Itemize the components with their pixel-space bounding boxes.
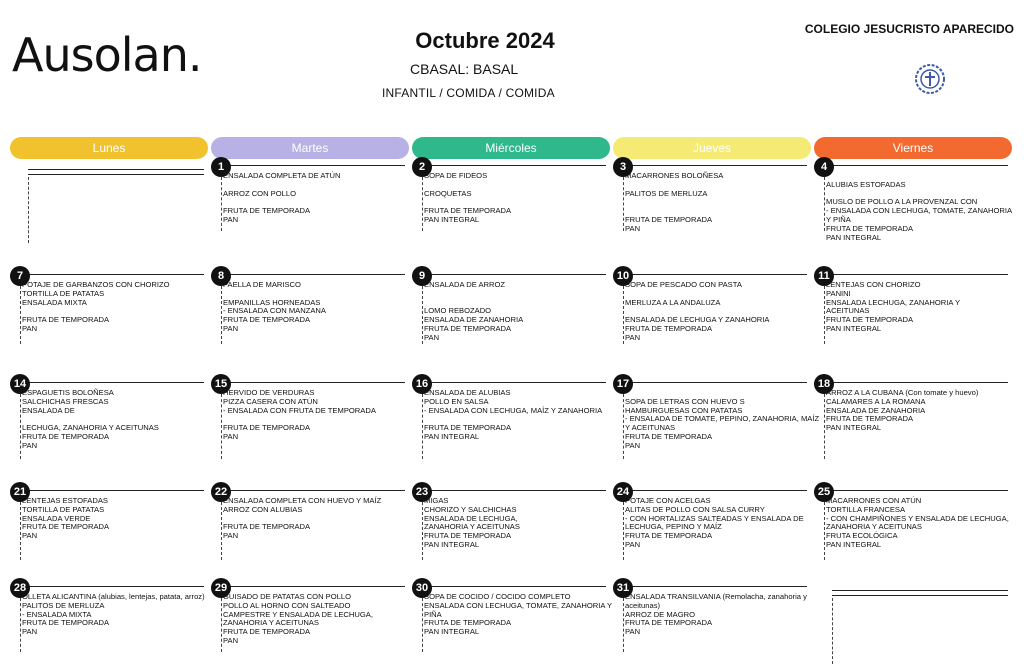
dish-item: POLLO AL HORNO CON SALTEADO [223,600,351,610]
dish-item: PALITOS DE MERLUZA [625,188,708,198]
day-number-badge: 17 [613,374,633,394]
menu-day-cell [613,578,807,652]
dish-list [625,497,807,550]
cell-divider [424,165,606,166]
dish-item: PAN INTEGRAL [424,431,480,441]
menu-day-cell [211,374,405,459]
dish-item: ALITAS DE POLLO CON SALSA CURRY [625,504,765,514]
dish-item: CALAMARES A LA ROMANA [826,396,926,406]
day-number-badge: 18 [814,374,834,394]
dish-list [625,172,807,234]
cell-divider [826,274,1008,275]
dish-item: PAN INTEGRAL [424,539,480,549]
dish-item: PAN INTEGRAL [424,214,480,224]
dish-item: MACARRONES BOLOÑESA [625,171,724,180]
cell-dashed-rule [623,598,624,652]
dish-item: MIGAS [424,496,449,505]
day-number-badge: 15 [211,374,231,394]
cell-divider [424,490,606,491]
cell-divider [424,274,606,275]
dish-list [625,281,807,343]
dish-item [625,198,807,207]
dish-item: ALUBIAS ESTOFADAS [826,179,906,189]
dish-item: SOPA DE LETRAS CON HUEVO S [625,396,745,406]
day-header-4: Viernes [814,137,1012,159]
day-number-badge: 29 [211,578,231,598]
dish-list [424,172,606,225]
dish-item: FRUTA DE TEMPORADA [625,531,713,541]
dish-item: ENSALADA DE ALUBIAS [424,388,511,397]
dish-item: PIZZA CASERA CON ATÚN [223,396,318,406]
dish-list [826,281,1008,334]
cell-dashed-rule [422,502,423,560]
dish-list [424,389,606,442]
dish-item: FRUTA DE TEMPORADA [223,627,311,637]
day-header-3: Jueves [613,137,811,159]
day-number-badge: 30 [412,578,432,598]
dish-list [424,281,606,343]
cell-dashed-rule [20,286,21,344]
cell-dashed-rule [824,502,825,560]
cell-divider [223,274,405,275]
day-number-badge: 21 [10,482,30,502]
cell-dashed-rule [221,502,222,560]
dish-item: CHORIZO Y SALCHICHAS [424,504,517,514]
dish-item: - ENSALADA DE TOMATE, PEPINO, ZANAHORIA, MAÍZ [625,414,820,424]
empty-cell [814,590,1008,664]
dish-item: HAMBURGUESAS CON PATATAS [625,405,743,415]
dish-item: FRUTA DE TEMPORADA [826,223,914,233]
dish-item: - CON HORTALIZAS SALTEADAS Y ENSALADA DE [625,513,804,523]
cell-divider [223,586,405,587]
cell-dashed-rule [221,598,222,652]
dish-item: - CON CHAMPIÑONES Y ENSALADA DE LECHUGA, [826,513,1009,523]
cell-divider [22,490,204,491]
cell-dashed-rule [422,286,423,344]
day-number-badge: 11 [814,266,834,286]
dish-item: ENSALADA DE ZANAHORIA [826,405,926,415]
menu-day-cell [211,157,405,231]
dish-item: FRUTA DE TEMPORADA [826,414,914,424]
cell-dashed-rule [221,286,222,344]
dish-item: LOMO REBOZADO [424,306,492,316]
dish-item: aceitunas) [625,600,661,610]
dish-list [22,389,204,451]
dish-item: FRUTA DE TEMPORADA [625,214,713,224]
dish-item: LENTEJAS ESTOFADAS [22,496,108,505]
day-number-badge: 31 [613,578,633,598]
dish-item: ENSALADA COMPLETA DE ATÚN [223,171,341,180]
dish-item: MERLUZA A LA ANDALUZA [625,297,721,307]
dish-item: PAN INTEGRAL [424,627,480,637]
dish-item: FRUTA ECOLÓGICA [826,531,898,541]
cell-dashed-rule [623,394,624,459]
dish-item: PAN [625,223,641,233]
cell-dashed-rule [20,502,21,560]
dish-list [223,497,405,541]
dish-item: PAN [625,440,641,450]
cell-divider [424,586,606,587]
dish-item: - ENSALADA MIXTA [22,609,92,619]
dish-item: - ENSALADA CON FRUTA DE TEMPORADA [223,405,376,415]
dish-item: TORTILLA DE PATATAS [22,504,105,514]
cell-dashed-rule [221,394,222,459]
dish-item: PAN [22,440,38,450]
dish-list [22,497,204,541]
cell-divider [625,382,807,383]
day-number-badge: 4 [814,157,834,177]
menu-day-cell [613,374,820,459]
school-name: COLEGIO JESUCRISTO APARECIDO [804,22,1014,36]
cell-divider [625,274,807,275]
dish-item: - ENSALADA CON LECHUGA, TOMATE, ZANAHORIA [826,206,1013,216]
cell-divider [826,382,1008,383]
cell-divider [22,382,204,383]
dish-item: MUSLO DE POLLO A LA PROVENZAL CON [826,197,978,207]
menu-day-cell [10,578,204,652]
dish-list [22,281,204,334]
dish-item: LECHUGA, PEPINO Y MAÍZ [625,522,722,532]
dish-item: CAMPESTRE Y ENSALADA DE LECHUGA, [223,609,373,619]
dish-item: PAN [223,323,239,333]
day-number-badge: 10 [613,266,633,286]
dish-item: FRUTA DE TEMPORADA [625,618,713,628]
dish-item: FRUTA DE TEMPORADA [223,423,311,433]
menu-day-cell [10,266,204,344]
day-number-badge: 14 [10,374,30,394]
dish-item: ENSALADA DE [22,405,75,415]
dish-item: PAN [223,635,239,645]
dish-list [22,593,204,637]
dish-item: ENSALADA LECHUGA, ZANAHORIA Y [826,297,961,307]
dish-list [826,497,1008,550]
dish-list [223,281,405,334]
dish-list [424,592,613,637]
menu-day-cell [814,266,1008,344]
dish-item: PAN [625,627,641,637]
day-number-badge: 23 [412,482,432,502]
calendar-subtitle: CBASAL: BASAL [410,61,519,77]
dish-list [424,497,606,550]
day-number-badge: 1 [211,157,231,177]
cell-divider [223,382,405,383]
dish-item: FRUTA DE TEMPORADA [424,531,512,541]
dish-item: PANINI [826,288,851,298]
dish-item: FRUTA DE TEMPORADA [223,522,311,532]
school-seal-icon [914,63,946,95]
dish-item: ENSALADA VERDE [22,513,91,523]
dish-item: PALITOS DE MERLUZA [22,600,105,610]
cell-divider [625,165,807,166]
day-number-badge: 24 [613,482,633,502]
dish-item [424,290,606,299]
dish-item: - ENSALADA CON MANZANA [223,306,326,316]
cell-dashed-rule [623,502,624,560]
dish-item: FRUTA DE TEMPORADA [22,431,110,441]
dish-item: ENSALADA MIXTA [22,297,87,307]
dish-item: PAN [223,214,239,224]
dish-list [826,389,1008,433]
cell-divider [625,586,807,587]
dish-item: GUISADO DE PATATAS CON POLLO [223,592,351,601]
menu-day-cell [412,157,606,231]
menu-day-cell [412,578,613,652]
menu-day-cell [613,482,807,560]
dish-list [625,389,820,451]
day-header-0: Lunes [10,137,208,159]
menu-day-cell [814,157,1013,242]
dish-item: ZANAHORIA Y ACEITUNAS [424,522,520,532]
dish-item: FRUTA DE TEMPORADA [424,323,512,333]
dish-item: FRUTA DE TEMPORADA [625,431,713,441]
day-number-badge: 8 [211,266,231,286]
dish-item: FRUTA DE TEMPORADA [223,315,311,325]
dish-item: ACEITUNAS [826,306,870,316]
empty-cell [10,169,204,243]
menu-day-cell [211,266,405,344]
dish-item: ENSALADA CON LECHUGA, TOMATE, ZANAHORIA Y [424,600,613,610]
day-number-badge: 9 [412,266,432,286]
menu-day-cell [613,157,807,231]
day-header-1: Martes [211,137,409,159]
dish-item: PAN [223,431,239,441]
day-number-badge: 16 [412,374,432,394]
dish-item: EMPANILLAS HORNEADAS [223,297,321,307]
menu-day-cell [211,482,405,560]
dish-item: PAN [625,539,641,549]
dish-item: ZANAHORIA Y ACEITUNAS [223,618,319,628]
dish-item: SOPA DE COCIDO / COCIDO COMPLETO [424,592,571,601]
dish-item: FRUTA DE TEMPORADA [826,315,914,325]
dish-item: ENSALADA DE ARROZ [424,280,506,289]
cell-dashed-rule [422,598,423,652]
dish-item: ARROZ A LA CUBANA (Con tomate y huevo) [826,388,979,397]
dish-list [223,172,405,225]
dish-item: ZANAHORIA Y ACEITUNAS [826,522,922,532]
dish-item: ENSALADA DE LECHUGA, [424,513,518,523]
cell-divider [826,490,1008,491]
cell-divider [223,165,405,166]
dish-item: ENSALADA COMPLETA CON HUEVO Y MAÍZ [223,496,382,505]
meal-type: INFANTIL / COMIDA / COMIDA [382,86,555,100]
menu-day-cell [10,482,204,560]
menu-day-cell [613,266,807,344]
ausolan-logo: Ausolan. [12,28,202,82]
menu-day-cell [412,374,606,459]
day-number-badge: 25 [814,482,834,502]
day-number-badge: 22 [211,482,231,502]
dish-item: ENSALADA DE LECHUGA Y ZANAHORIA [625,315,770,325]
menu-day-cell [412,266,606,344]
menu-day-cell [814,482,1008,560]
dish-item: HERVIDO DE VERDURAS [223,388,315,397]
dish-list [625,593,807,637]
dish-item: TORTILLA DE PATATAS [22,288,105,298]
menu-day-cell [211,578,405,652]
dish-item: FRUTA DE TEMPORADA [424,206,512,216]
day-number-badge: 3 [613,157,633,177]
dish-item: PAN INTEGRAL [826,323,882,333]
day-number-badge: 7 [10,266,30,286]
cell-dashed-rule [824,286,825,344]
dish-item: ARROZ CON ALUBIAS [223,504,303,514]
cell-dashed-rule [623,177,624,231]
cell-dashed-rule [20,598,21,652]
calendar-title: Octubre 2024 [415,28,555,53]
cell-divider [625,490,807,491]
dish-item: SOPA DE PESCADO CON PASTA [625,280,742,289]
cell-dashed-rule [422,177,423,231]
cell-divider [223,490,405,491]
dish-item: POTAJE CON ACELGAS [625,496,711,505]
day-number-badge: 2 [412,157,432,177]
dish-item: ESPAGUETIS BOLOÑESA [22,388,114,397]
dish-item: FRUTA DE TEMPORADA [223,206,311,216]
dish-item: PAN [424,332,440,342]
dish-item: SOPA DE FIDEOS [424,171,488,180]
dish-item: PAN [22,531,38,541]
dish-item: PAN [22,323,38,333]
dish-item: POTAJE DE GARBANZOS CON CHORIZO [22,280,170,289]
day-header-2: Miércoles [412,137,610,159]
cell-divider [826,165,1008,166]
cell-dashed-rule [824,177,825,231]
dish-item: ARROZ DE MAGRO [625,609,696,619]
dish-item: TORTILLA FRANCESA [826,504,906,514]
dish-item: PAN INTEGRAL [826,423,882,433]
dish-item: FRUTA DE TEMPORADA [424,423,512,433]
cell-divider [22,274,204,275]
cell-divider [22,586,204,587]
dish-item: FRUTA DE TEMPORADA [22,522,110,532]
dish-item: FRUTA DE TEMPORADA [22,618,110,628]
dish-item: PAN [22,627,38,637]
dish-item: MACARRONES CON ATÚN [826,496,922,505]
dish-item: PAN INTEGRAL [826,539,882,549]
dish-item: LENTEJAS CON CHORIZO [826,280,921,289]
dish-item: PAN [223,531,239,541]
cell-dashed-rule [422,394,423,459]
dish-item: PIÑA [424,609,442,619]
cell-dashed-rule [623,286,624,344]
cell-dashed-rule [20,394,21,459]
dish-item: Y PIÑA [826,214,851,224]
menu-day-cell [10,374,204,459]
dish-item: POLLO EN SALSA [424,396,489,406]
dish-item: ENSALADA TRANSILVANIA (Remolacha, zanahoria y [625,592,807,601]
dish-item: PAN [625,332,641,342]
dish-item: FRUTA DE TEMPORADA [424,618,512,628]
dish-item: FRUTA DE TEMPORADA [625,323,713,333]
cell-dashed-rule [221,177,222,231]
menu-day-cell [412,482,606,560]
menu-day-cell [814,374,1008,459]
dish-list [223,593,405,646]
dish-item: - ENSALADA CON LECHUGA, MAÍZ Y ZANAHORIA [424,405,603,415]
dish-item: OLLETA ALICANTINA (alubias, lentejas, patata, arroz) [22,592,205,601]
dish-item: Y ACEITUNAS [625,423,676,433]
dish-item: FRUTA DE TEMPORADA [22,315,110,325]
dish-item: PAN INTEGRAL [826,232,882,242]
dish-list [826,172,1013,242]
dish-item: ENSALADA DE ZANAHORIA [424,315,524,325]
cell-divider [424,382,606,383]
dish-item: SALCHICHAS FRESCAS [22,396,109,406]
dish-item: PAELLA DE MARISCO [223,280,301,289]
day-number-badge: 28 [10,578,30,598]
cell-dashed-rule [824,394,825,459]
dish-item: ARROZ CON POLLO [223,188,296,198]
dish-item: CROQUETAS [424,188,472,198]
dish-list [223,389,405,442]
dish-item: LECHUGA, ZANAHORIA Y ACEITUNAS [22,423,159,433]
